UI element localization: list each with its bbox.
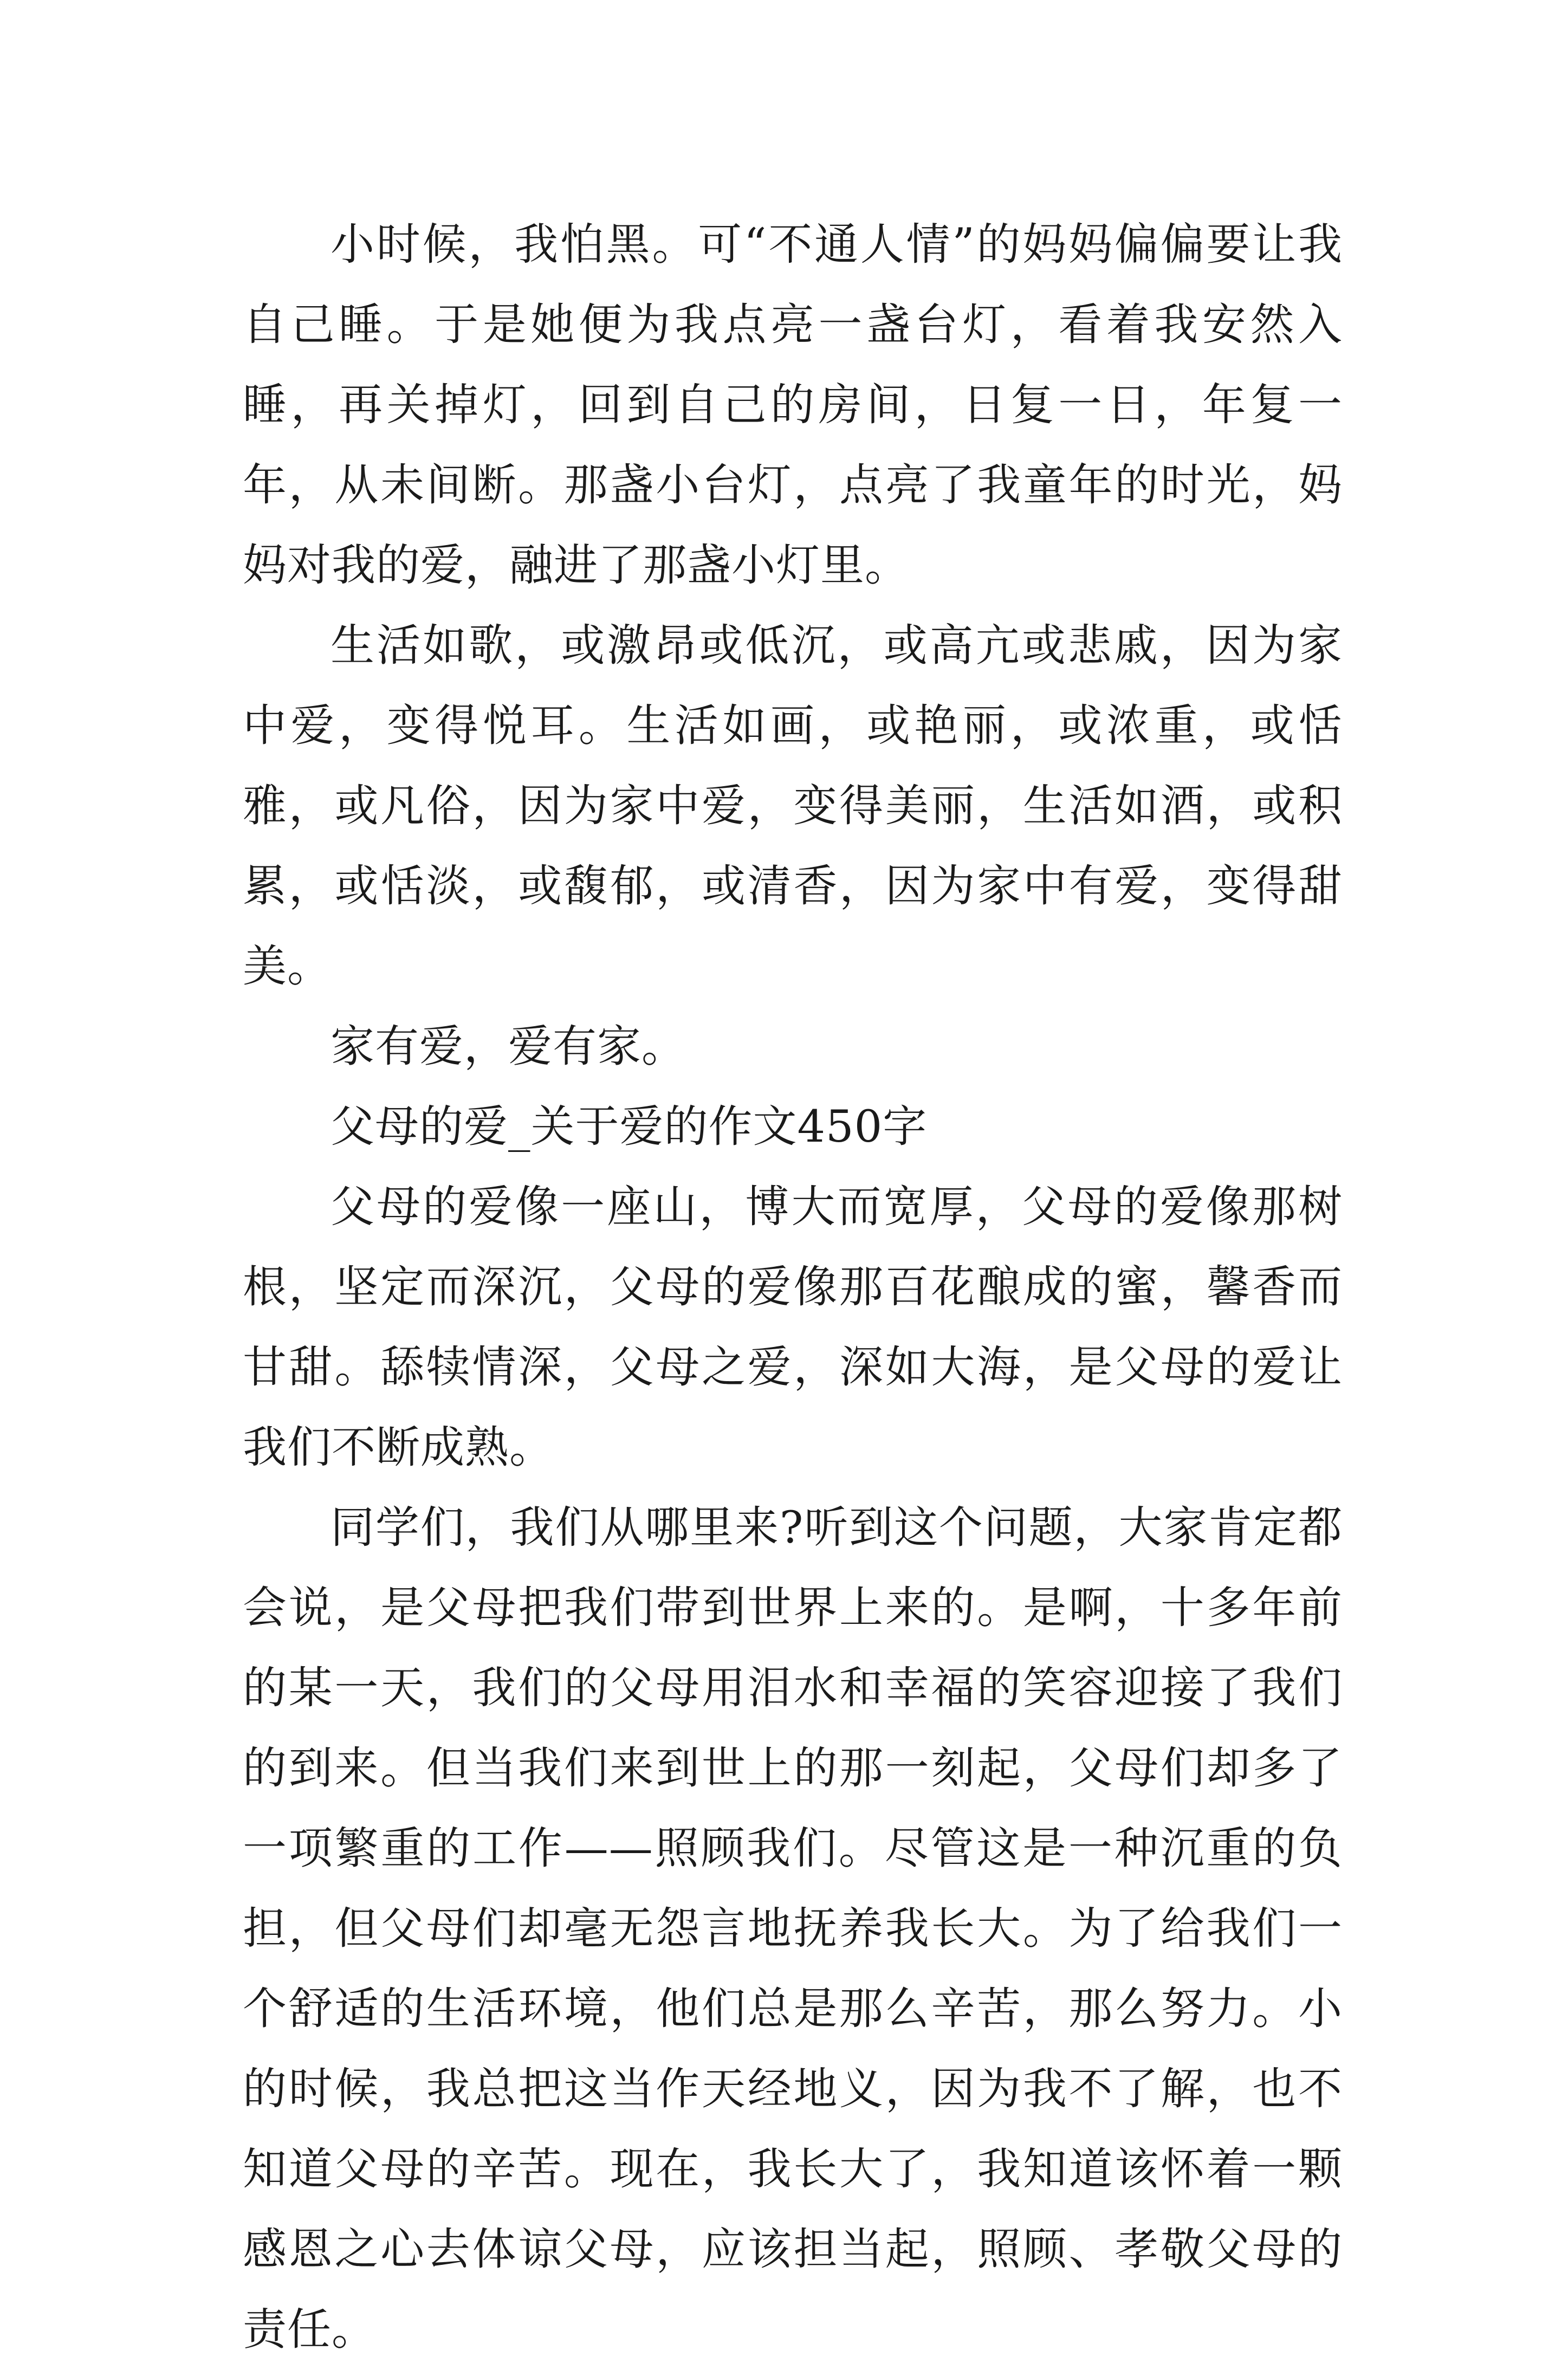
- paragraph-childhood-lamp: 小时候，我怕黑。可“不通人情”的妈妈偏偏要让我自己睡。于是她便为我点亮一盏台灯，看着我安然入睡，再关掉灯，回到自己的房间，日复一日，年复一年，从未间断。那盏小台灯，点亮了我童年的时光，妈妈对我的爱，融进了那盏小灯里。: [243, 219, 1343, 591]
- paragraph-where-we-come-from: 同学们，我们从哪里来?听到这个问题，大家肯定都会说，是父母把我们带到世界上来的。是啊，十多年前的某一天，我们的父母用泪水和幸福的笑容迎接了我们的到来。但当我们来到世上的那一刻起，父母们却多了一项繁重的工作——照顾我们。尽管这是一种沉重的负担，但父母们却毫无怨言地抚养我长大。为了给我们一个舒适的生活环境，他们总是那么辛苦，那么努力。小的时候，我总把这当作天经地义，因为我不了解，也不知道父母的辛苦。现在，我长大了，我知道该怀着一颗感恩之心去体谅父母，应该担当起，照顾、孝敬父母的责任。: [243, 1503, 1343, 2355]
- paragraph-home-love: 家有爱，爱有家。: [331, 1021, 686, 1072]
- essay-body: [243, 205, 1343, 2370]
- paragraph-parents-love-mountain: 父母的爱像一座山，博大而宽厚，父母的爱像那树根，坚定而深沉，父母的爱像那百花酿成的蜜，馨香而甘甜。舔犊情深，父母之爱，深如大海，是父母的爱让我们不断成熟。: [243, 1182, 1343, 1473]
- paragraph-life-metaphors: 生活如歌，或激昂或低沉，或高亢或悲戚，因为家中爱，变得悦耳。生活如画，或艳丽，或浓重，或恬雅，或凡俗，因为家中爱，变得美丽，生活如酒，或积累，或恬淡，或馥郁，或清香，因为家中有爱，变得甜美。: [243, 620, 1343, 992]
- essay-title: 父母的爱_关于爱的作文450字: [331, 1102, 928, 1152]
